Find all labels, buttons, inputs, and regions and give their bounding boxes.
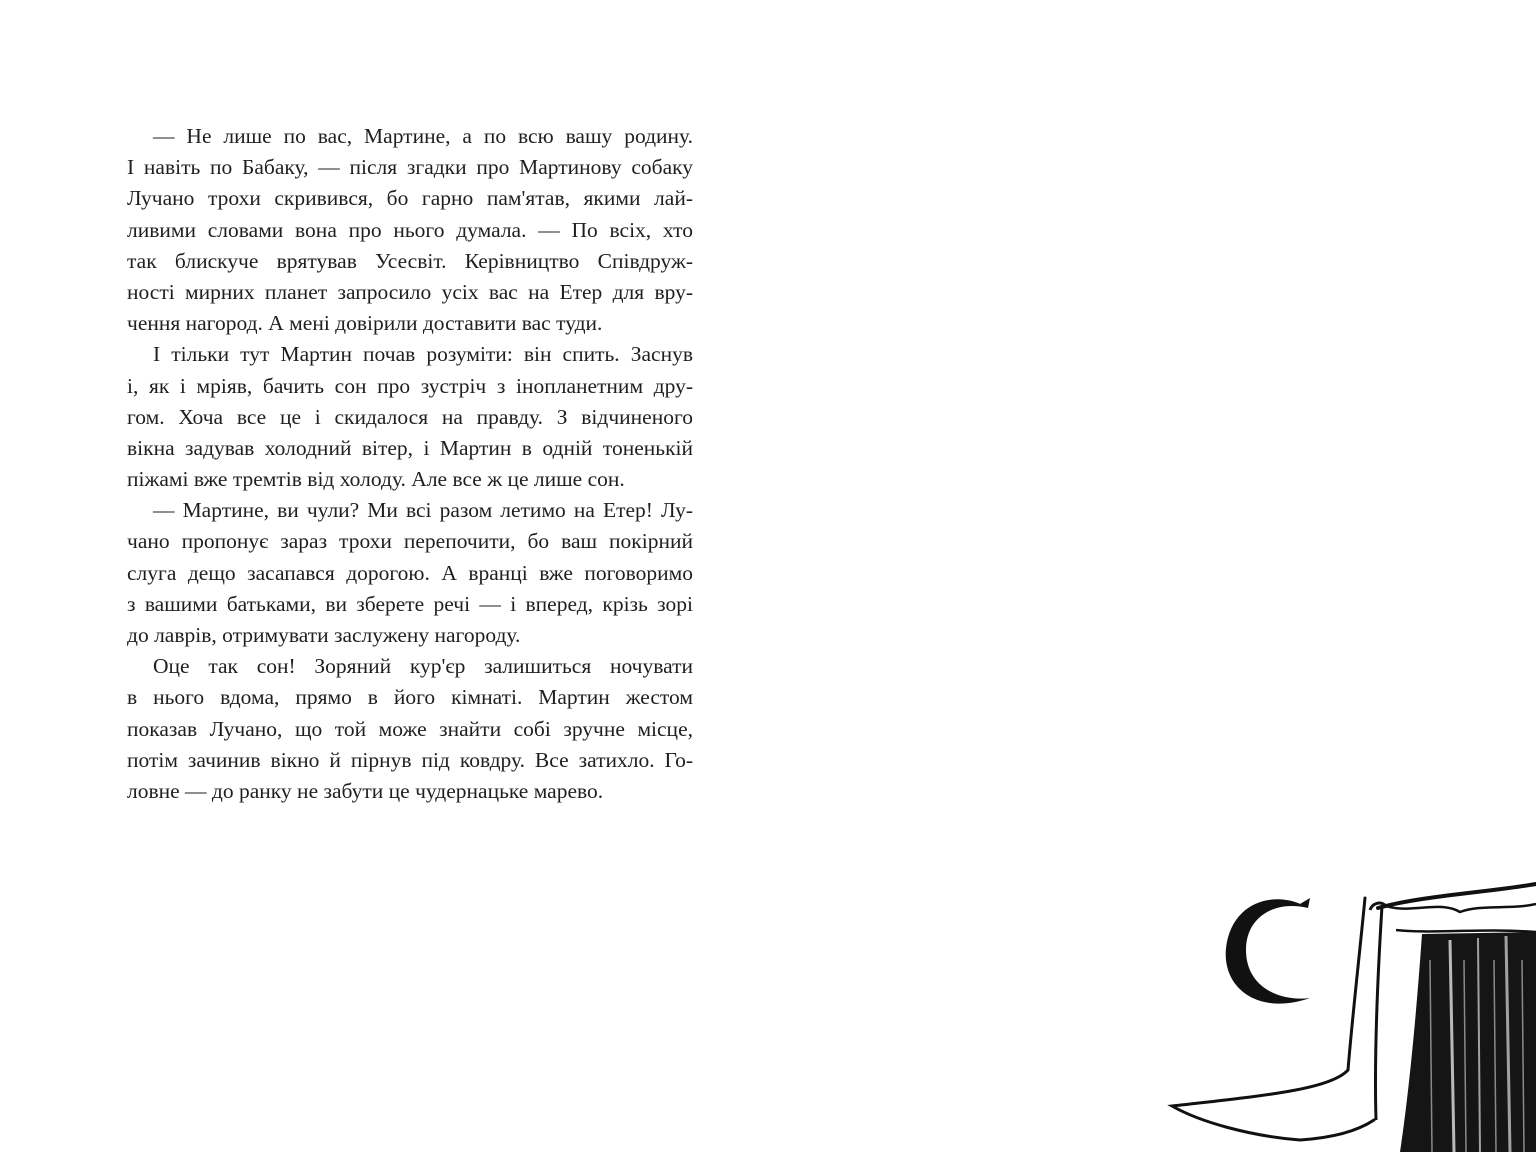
text-line: і, як і мріяв, бачить сон про зустріч з інопланетним дру- <box>127 373 693 398</box>
body-text <box>127 121 693 807</box>
text-line: І навіть по Бабаку, — після згадки про Мартинову собаку <box>127 155 693 180</box>
text-line: — Не лише по вас, Мартине, а по всю вашу родину. <box>153 124 693 148</box>
text-line: в нього вдома, прямо в його кімнаті. Мартин жестом <box>127 685 693 710</box>
text-line: показав Лучано, що той може знайти собі зручне місце, <box>127 716 693 741</box>
moon-curtain-illustration <box>1160 870 1536 1152</box>
curtain-folds <box>1400 932 1536 1152</box>
text-line: ності мирних планет запросило усіх вас на Етер для вру- <box>127 279 693 304</box>
text-line: так блискуче врятував Усесвіт. Керівництво Співдруж- <box>127 248 693 273</box>
text-line: потім зачинив вікно й пірнув під ковдру. Все затихло. Го- <box>127 747 693 772</box>
text-line: чано пропонує зараз трохи перепочити, бо ваш покірний <box>127 529 693 554</box>
text-line: Лучано трохи скривився, бо гарно пам'ятав, якими лай- <box>127 186 693 211</box>
text-line: слуга дещо засапався дорогою. А вранці вже поговоримо <box>127 560 693 585</box>
curtain-outline <box>1172 898 1374 1140</box>
text-line: ловне — до ранку не забути це чудернацьке марево. <box>127 778 604 803</box>
text-line: ливими словами вона про нього думала. — По всіх, хто <box>127 217 693 242</box>
text-line: чення нагород. А мені довірили доставити вас туди. <box>127 311 603 336</box>
text-line: гом. Хоча все це і скидалося на правду. З відчиненого <box>127 404 693 429</box>
text-line: з вашими батьками, ви зберете речі — і вперед, крізь зорі <box>127 591 693 616</box>
text-line: вікна задував холодний вітер, і Мартин в одній тоненькій <box>127 435 693 460</box>
text-line: піжамі вже тремтів від холоду. Але все ж це лише сон. <box>127 467 625 492</box>
text-line: — Мартине, ви чули? Ми всі разом летимо на Етер! Лу- <box>153 498 693 523</box>
text-line: Оце так сон! Зоряний кур'єр залишиться ночувати <box>153 654 693 679</box>
curtain-rod <box>1378 884 1536 908</box>
text-line: до лаврів, отримувати заслужену нагороду. <box>127 623 521 647</box>
text-line: І тільки тут Мартин почав розуміти: він спить. Заснув <box>153 342 693 367</box>
crescent-moon-icon <box>1226 899 1310 1003</box>
